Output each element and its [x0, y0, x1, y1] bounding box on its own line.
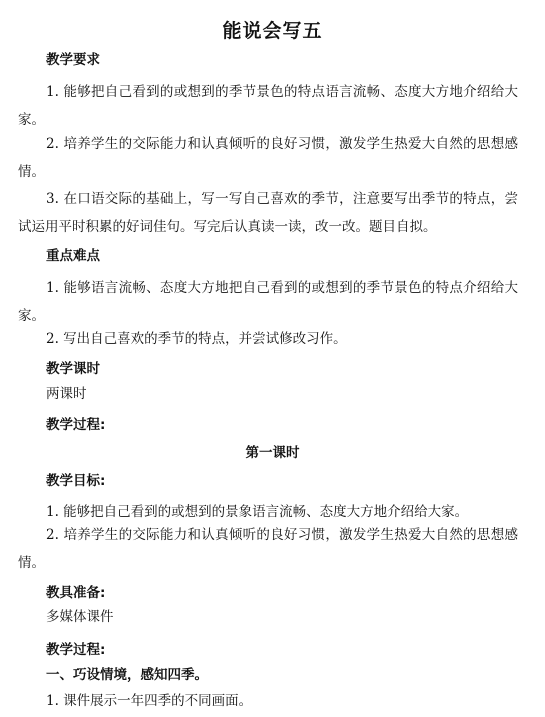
requirement-1: 1. 能够把自己看到的或想到的季节景色的特点语言流畅、态度大方地介绍给大家。 — [18, 84, 518, 128]
step1-item-1: 1. 课件展示一年四季的不同画面。 — [46, 693, 253, 709]
process-heading-2: 教学过程: — [46, 642, 106, 658]
tools-value: 多媒体课件 — [46, 609, 114, 625]
process-heading: 教学过程: — [46, 417, 106, 433]
hours-heading: 教学课时 — [46, 361, 100, 377]
hours-value: 两课时 — [46, 386, 87, 402]
requirement-3: 3. 在口语交际的基础上，写一写自己喜欢的季节，注意要写出季节的特点，尝试运用平时积累的好词佳句。写完后认真读一读，改一改。题目自拟。 — [18, 191, 518, 235]
key-point-1: 1. 能够语言流畅、态度大方地把自己看到的或想到的季节景色的特点介绍给大家。 — [18, 280, 518, 324]
key-point-2: 2. 写出自己喜欢的季节的特点，并尝试修改习作。 — [46, 331, 347, 347]
requirements-heading: 教学要求 — [46, 52, 100, 68]
step1-heading: 一、巧设情境，感知四季。 — [46, 667, 208, 683]
tools-heading: 教具准备: — [46, 585, 106, 601]
document-title: 能说会写五 — [222, 20, 323, 42]
goal-1: 1. 能够把自己看到的或想到的景象语言流畅、态度大方地介绍给大家。 — [46, 504, 469, 520]
key-points-heading: 重点难点 — [46, 248, 100, 264]
lesson-title: 第一课时 — [245, 445, 300, 461]
goals-heading: 教学目标: — [46, 473, 106, 489]
requirement-2: 2. 培养学生的交际能力和认真倾听的良好习惯，激发学生热爱大自然的思想感情。 — [18, 136, 518, 180]
goal-2: 2. 培养学生的交际能力和认真倾听的良好习惯，激发学生热爱大自然的思想感情。 — [18, 527, 518, 571]
